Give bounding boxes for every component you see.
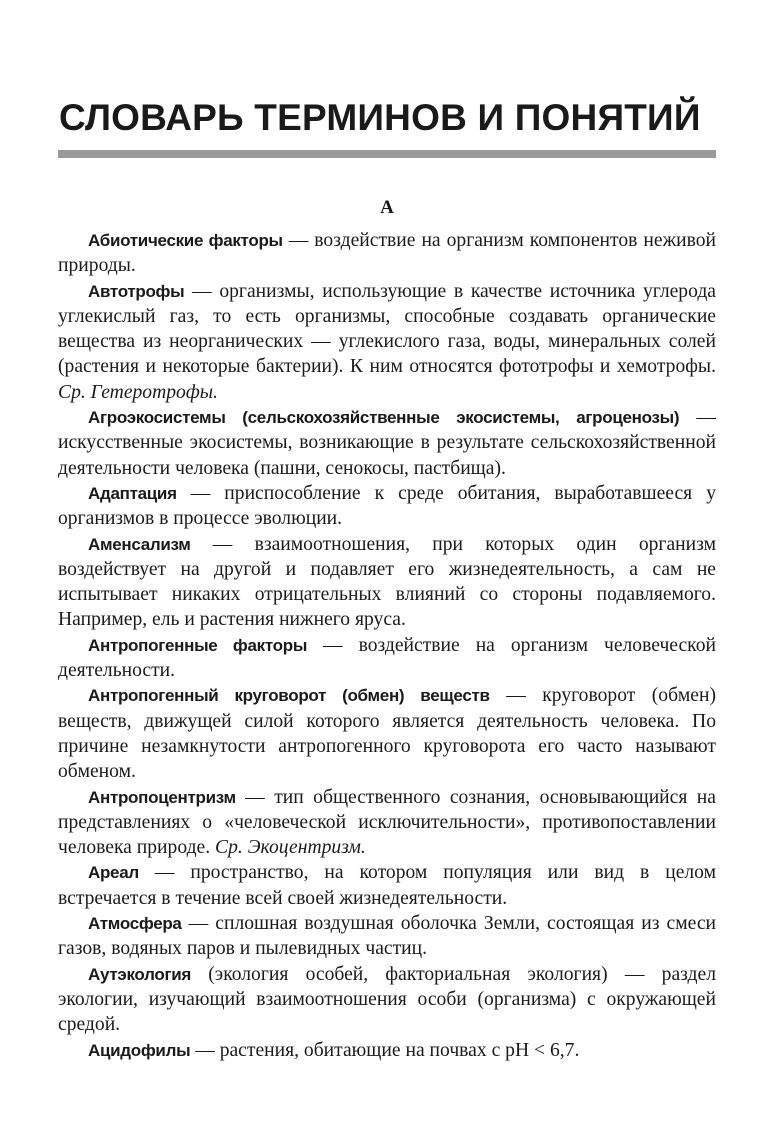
entry-definition: — круговорот (обмен) веществ, движущей силой которого является деятельность человека. По причине незамкнутости антропогенного круговорота его часто называют обменом. [58, 685, 716, 783]
page-title: СЛОВАРЬ ТЕРМИНОВ И ПОНЯТИЙ [59, 97, 701, 138]
entry-definition: — искусственные экосистемы, возникающие в результате сельскохозяйственной деятельности человека (пашни, сенокосы, пастбища). [58, 407, 716, 479]
dictionary-page [58, 0, 716, 1134]
entry-definition: — приспособление к среде обитания, выработавшееся у организмов в процессе эволюции. [58, 482, 716, 530]
glossary-entry [58, 633, 716, 684]
entry-term: Атмосфера [88, 914, 182, 934]
entry-definition: — сплошная воздушная оболочка Земли, состоящая из смеси газов, водяных паров и пылевидных частиц. [58, 913, 716, 960]
glossary-entry [58, 228, 716, 279]
entry-term: Аменсализм [88, 534, 191, 554]
entry-definition: — воздействие на организм компонентов неживой природы. [58, 230, 716, 277]
entry-term: Абиотические факторы [88, 231, 283, 250]
entry-term: Адаптация [88, 483, 177, 503]
entry-term: Ареал [88, 863, 139, 883]
entry-term: Аутэкология [88, 964, 192, 984]
entry-term: Агроэкосистемы (сельскохозяйственные экосистемы, агроценозы) [88, 408, 680, 428]
glossary-entry [58, 405, 716, 481]
glossary-entry [58, 279, 716, 405]
entry-see-also: Ср. Гетеротрофы. [58, 381, 218, 403]
glossary-entry [58, 683, 716, 784]
entry-definition: — растения, обитающие на почвах с pH < 6,7. [190, 1039, 580, 1061]
glossary-entries [58, 228, 716, 1063]
entry-term: Антропоцентризм [88, 787, 236, 807]
entry-see-also: Ср. Экоцентризм. [215, 837, 366, 859]
glossary-entry [58, 860, 716, 911]
glossary-entry [58, 532, 716, 633]
section-letter: А [380, 197, 394, 218]
entry-definition: — воздействие на организм человеческой деятельности. [58, 634, 716, 682]
entry-definition: (экология особей, факториальная экология) — раздел экологии, изучающий взаимоотношения особи (организма) с окружающей средой. [58, 963, 716, 1036]
entry-definition: — организмы, использующие в качестве источника углерода углекислый газ, то есть организмы, способные создавать органические вещества из неорганических — углекислого газа, воды, минеральных солей (растения и некоторые бактерии). К ним относятся фототрофы и хемотрофы. [58, 280, 716, 378]
glossary-entry [58, 785, 716, 861]
entry-definition: — взаимоотношения, при которых один организм воздействует на другой и подавляет его жизнедеятельность, а сам не испытывает никаких отрицательных влияний со стороны подавляемого. Например, ель и растения нижнего яруса. [58, 533, 716, 631]
glossary-entry [58, 481, 716, 532]
glossary-entry [58, 962, 716, 1038]
entry-term: Антропогенные факторы [88, 635, 308, 655]
glossary-entry [58, 1038, 716, 1063]
glossary-entry [58, 911, 716, 962]
entry-definition: — тип общественного сознания, основывающийся на представлениях о «человеческой исключительности», противопоставлении человека природе. [58, 786, 716, 859]
entry-term: Автотрофы [88, 281, 185, 301]
entry-term: Антропогенный круговорот (обмен) веществ [88, 686, 490, 706]
entry-term: Ацидофилы [88, 1040, 191, 1060]
entry-definition: — пространство, на котором популяция или вид в целом встречается в течение всей своей жизнедеятельности. [58, 862, 716, 909]
title-underline [58, 150, 716, 158]
